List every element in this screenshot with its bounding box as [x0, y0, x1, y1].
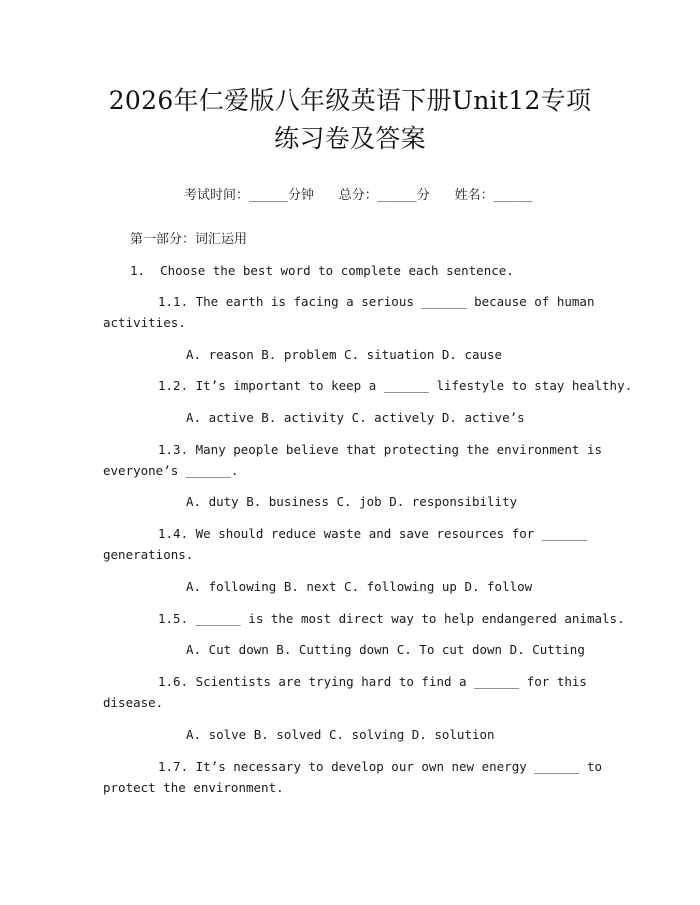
question-1-1-options: A. reason B. problem C. situation D. cause [186, 347, 503, 362]
question-1-7-continued: protect the environment. [103, 780, 284, 795]
title-line-2: 练习卷及答案 [274, 124, 426, 153]
question-1-5-options: A. Cut down B. Cutting down C. To cut down D. Cutting [186, 642, 585, 657]
question-1-6-continued: disease. [103, 695, 164, 710]
section-instruction: 1. Choose the best word to complete each sentence. [130, 263, 514, 278]
student-name-field: 姓名：______ [454, 188, 533, 203]
exam-meta-info [0, 169, 700, 223]
document-title [80, 82, 620, 158]
question-1-1: 1.1. The earth is facing a serious ______ because of human [158, 294, 595, 309]
question-1-2-options: A. active B. activity C. actively D. active’s [186, 410, 525, 425]
question-1-3-options: A. duty B. business C. job D. responsibility [186, 494, 518, 509]
total-score-field: 总分：______分 [338, 188, 430, 203]
question-1-4: 1.4. We should reduce waste and save resources for ______ [158, 526, 587, 541]
question-1-7: 1.7. It’s necessary to develop our own new energy ______ to [158, 759, 603, 774]
question-1-2: 1.2. It’s important to keep a ______ lifestyle to stay healthy. [158, 378, 633, 393]
question-1-3: 1.3. Many people believe that protecting the environment is [158, 442, 603, 457]
question-1-3-continued: everyone’s ______. [103, 463, 239, 478]
question-1-6: 1.6. Scientists are trying hard to find a ______ for this [158, 674, 587, 689]
question-1-5: 1.5. ______ is the most direct way to help endangered animals. [158, 611, 625, 626]
question-1-1-continued: activities. [103, 315, 186, 330]
exam-time-field: 考试时间：______分钟 [183, 188, 314, 203]
title-line-1: 2026年仁爱版八年级英语下册Unit12专项 [108, 86, 592, 115]
question-1-4-continued: generations. [103, 547, 194, 562]
section-heading: 第一部分：词汇运用 [130, 232, 248, 247]
question-1-4-options: A. following B. next C. following up D. follow [186, 579, 533, 594]
question-1-6-options: A. solve B. solved C. solving D. solution [186, 727, 495, 742]
